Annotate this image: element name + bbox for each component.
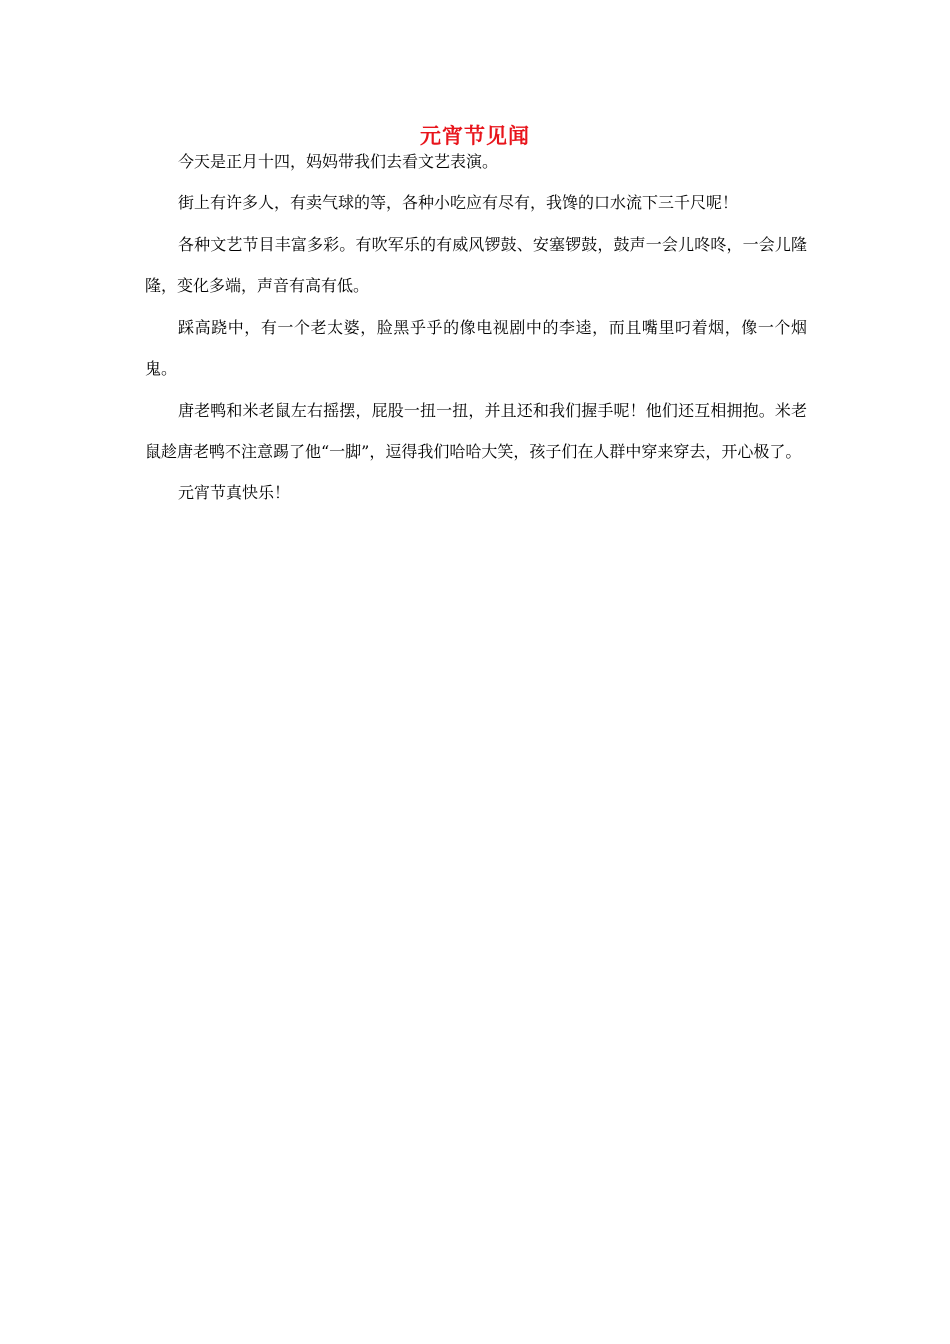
paragraph-6: 元宵节真快乐！ xyxy=(178,483,291,502)
paragraph-5: 唐老鸭和米老鼠左右摇摆，屁股一扭一扭，并且还和我们握手呢！他们还互相拥抱。米老鼠趁唐老鸭不注意踢了他“一脚”，逗得我们哈哈大笑，孩子们在人群中穿来穿去，开心极了。 xyxy=(145,401,807,461)
document-body xyxy=(145,147,807,519)
paragraph-1: 今天是正月十四，妈妈带我们去看文艺表演。 xyxy=(178,152,499,171)
document-title: 元宵节见闻 xyxy=(420,123,530,148)
paragraph-2: 街上有许多人，有卖气球的等，各种小吃应有尽有，我馋的口水流下三千尺呢！ xyxy=(178,193,739,212)
paragraph-4: 踩高跷中，有一个老太婆，脸黑乎乎的像电视剧中的李逵，而且嘴里叼着烟，像一个烟鬼。 xyxy=(145,318,807,378)
paragraph-3: 各种文艺节目丰富多彩。有吹军乐的有威风锣鼓、安塞锣鼓，鼓声一会儿咚咚，一会儿隆隆，变化多端，声音有高有低。 xyxy=(145,235,807,295)
